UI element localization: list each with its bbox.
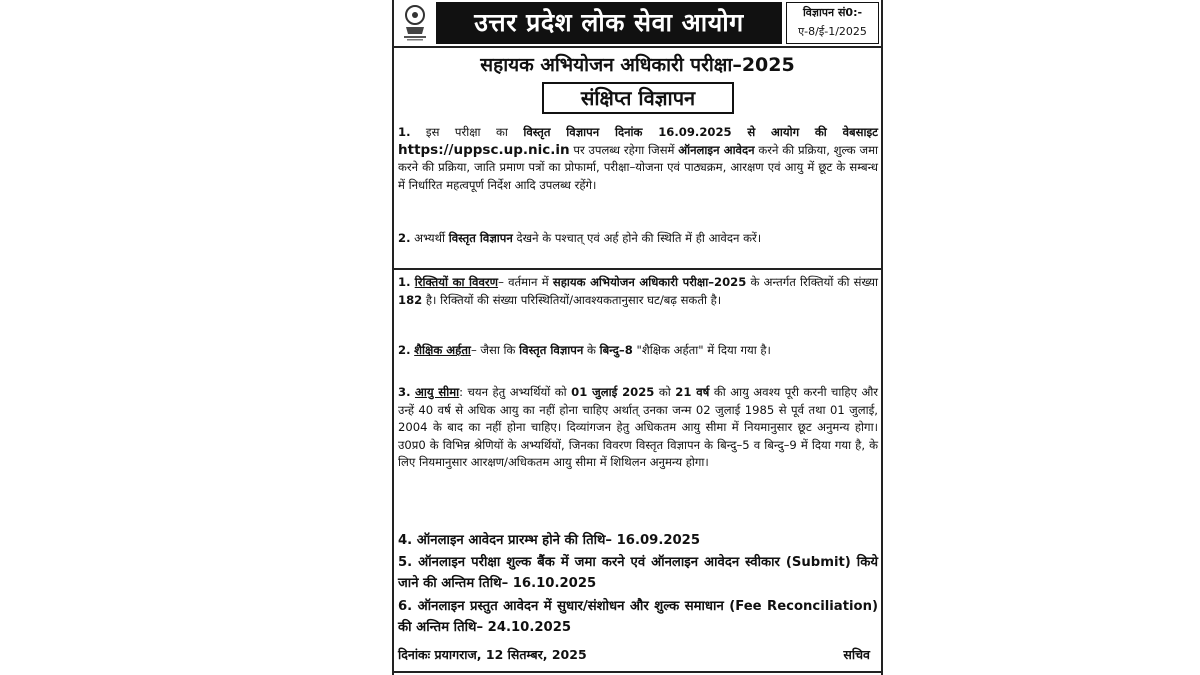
text: – वर्तमान में [498,275,549,289]
section-heading: आयु सीमा [414,385,460,399]
text: : चयन हेतु अभ्यर्थियों को [459,385,567,399]
section-qualification [398,342,878,360]
text: "शैक्षिक अर्हता" में दिया गया है। [636,343,771,357]
text: पर उपलब्ध रहेगा जिसमें [573,142,675,157]
point-number: 3. [398,385,411,399]
bold-text: विस्तृत विज्ञापन [519,343,584,357]
section-fee-deadline [398,552,878,594]
notice-title: संक्षिप्त विज्ञापन [542,82,734,114]
section-heading: रिक्तियों का विवरण [414,275,499,289]
adv-number: ए-8/ई-1/2025 [798,25,867,38]
vacancy-count: 182 [398,292,423,307]
text: करने की प्रक्रिया, शुल्क जमा करने की प्रक्रिया, जाति प्रमाण पत्रों का प्रोफार्मा, परीक्षा–योजना एवं पाठ्यक्रम, आरक्षण एवं आयु में छूट के सम्बन्ध में निर्धारित महत्वपूर्ण निर्देश आदि उपलब्ध रहेंगे। [398,142,879,192]
header-divider [394,46,881,48]
intro-point-1 [398,124,878,194]
section-vacancies [398,274,878,309]
bold-text: 01 जुलाई 2025 [571,385,655,399]
bold-text: विस्तृत विज्ञापन [448,231,513,245]
text: इस परीक्षा का [425,125,508,139]
text: है। रिक्तियों की संख्या परिस्थितियों/आवश्यकतानुसार घट/बढ़ सकती है। [425,292,722,307]
header [394,0,881,46]
text: की आयु अवश्य पूरी करनी चाहिए और उन्हें 40 वर्ष से अधिक आयु का नहीं होना चाहिए अर्थात् उनका जन्म 02 जुलाई 1985 से पूर्व तथा 01 जुलाई, 2004 के बाद का नहीं होना चाहिए। दिव्यांगजन हेतु अधिकतम आयु सीमा में नियमानुसार छूट अनुमन्य होगा। उ0प्र0 के विभिन्न श्रेणियों के अभ्यर्थियों, जिनका विवरण विस्तृत विज्ञापन के बिन्दु–5 व बिन्दु–9 में दिया गया है, के लिए नियमानुसार आरक्षण/अधिकतम आयु सीमा में शिथिलन अनुमन्य होगा। [398,385,879,469]
text: देखने के पश्चात् एवं अर्ह होने की स्थिति में ही आवेदन करें। [516,231,762,245]
exam-title: सहायक अभियोजन अधिकारी परीक्षा–2025 [480,54,795,76]
text: ऑनलाइन परीक्षा शुल्क बैंक में जमा करने एवं ऑनलाइन आवेदन स्वीकार (Submit) किये जाने की अन्तिम तिथि– 16.10.2025 [398,555,878,591]
point-number: 5. [398,555,413,570]
advertisement-number-box [786,2,879,44]
signatory: सचिव [843,647,870,662]
point-number: 4. [398,533,413,548]
bold-text: सहायक अभियोजन अधिकारी परीक्षा–2025 [552,275,747,289]
intro-point-2 [398,230,878,248]
text: के अन्तर्गत रिक्तियों की संख्या [750,275,879,289]
text: के [586,343,596,357]
state-emblem-icon [398,3,432,43]
advertisement-document [392,0,883,675]
point-number: 6. [398,599,413,614]
section-divider [394,268,881,270]
text: को [658,385,671,399]
point-number: 2. [398,231,411,245]
text: अभ्यर्थी [414,231,445,245]
point-number: 1. [398,275,411,289]
text: ऑनलाइन आवेदन प्रारम्भ होने की तिथि– 16.09.2025 [416,533,701,548]
point-number: 1. [398,125,411,139]
adv-label: विज्ञापन सं0:- [802,6,863,19]
date-place: दिनांकः प्रयागराज, 12 सितम्बर, 2025 [398,647,587,662]
text: ऑनलाइन प्रस्तुत आवेदन में सुधार/संशोधन और शुल्क समाधान (Fee Reconciliation) की अन्तिम तिथि– 24.10.2025 [398,599,878,635]
text: – जैसा कि [470,343,516,357]
bold-text: ऑनलाइन आवेदन [678,142,755,157]
section-heading: शैक्षिक अर्हता [414,343,471,357]
bold-text: बिन्दु–8 [599,343,633,357]
section-age-limit [398,384,878,472]
point-number: 2. [398,343,411,357]
commission-title: उत्तर प्रदेश लोक सेवा आयोग [436,2,782,44]
bold-text: विस्तृत विज्ञापन दिनांक 16.09.2025 से आयोग की वेबसाइट [523,125,879,139]
footer [398,646,876,664]
section-start-date [398,530,878,551]
bold-text: 21 वर्ष [675,385,710,399]
section-correction-deadline [398,596,878,638]
bottom-border [394,671,881,673]
website-link[interactable]: https://uppsc.up.nic.in [398,141,570,158]
